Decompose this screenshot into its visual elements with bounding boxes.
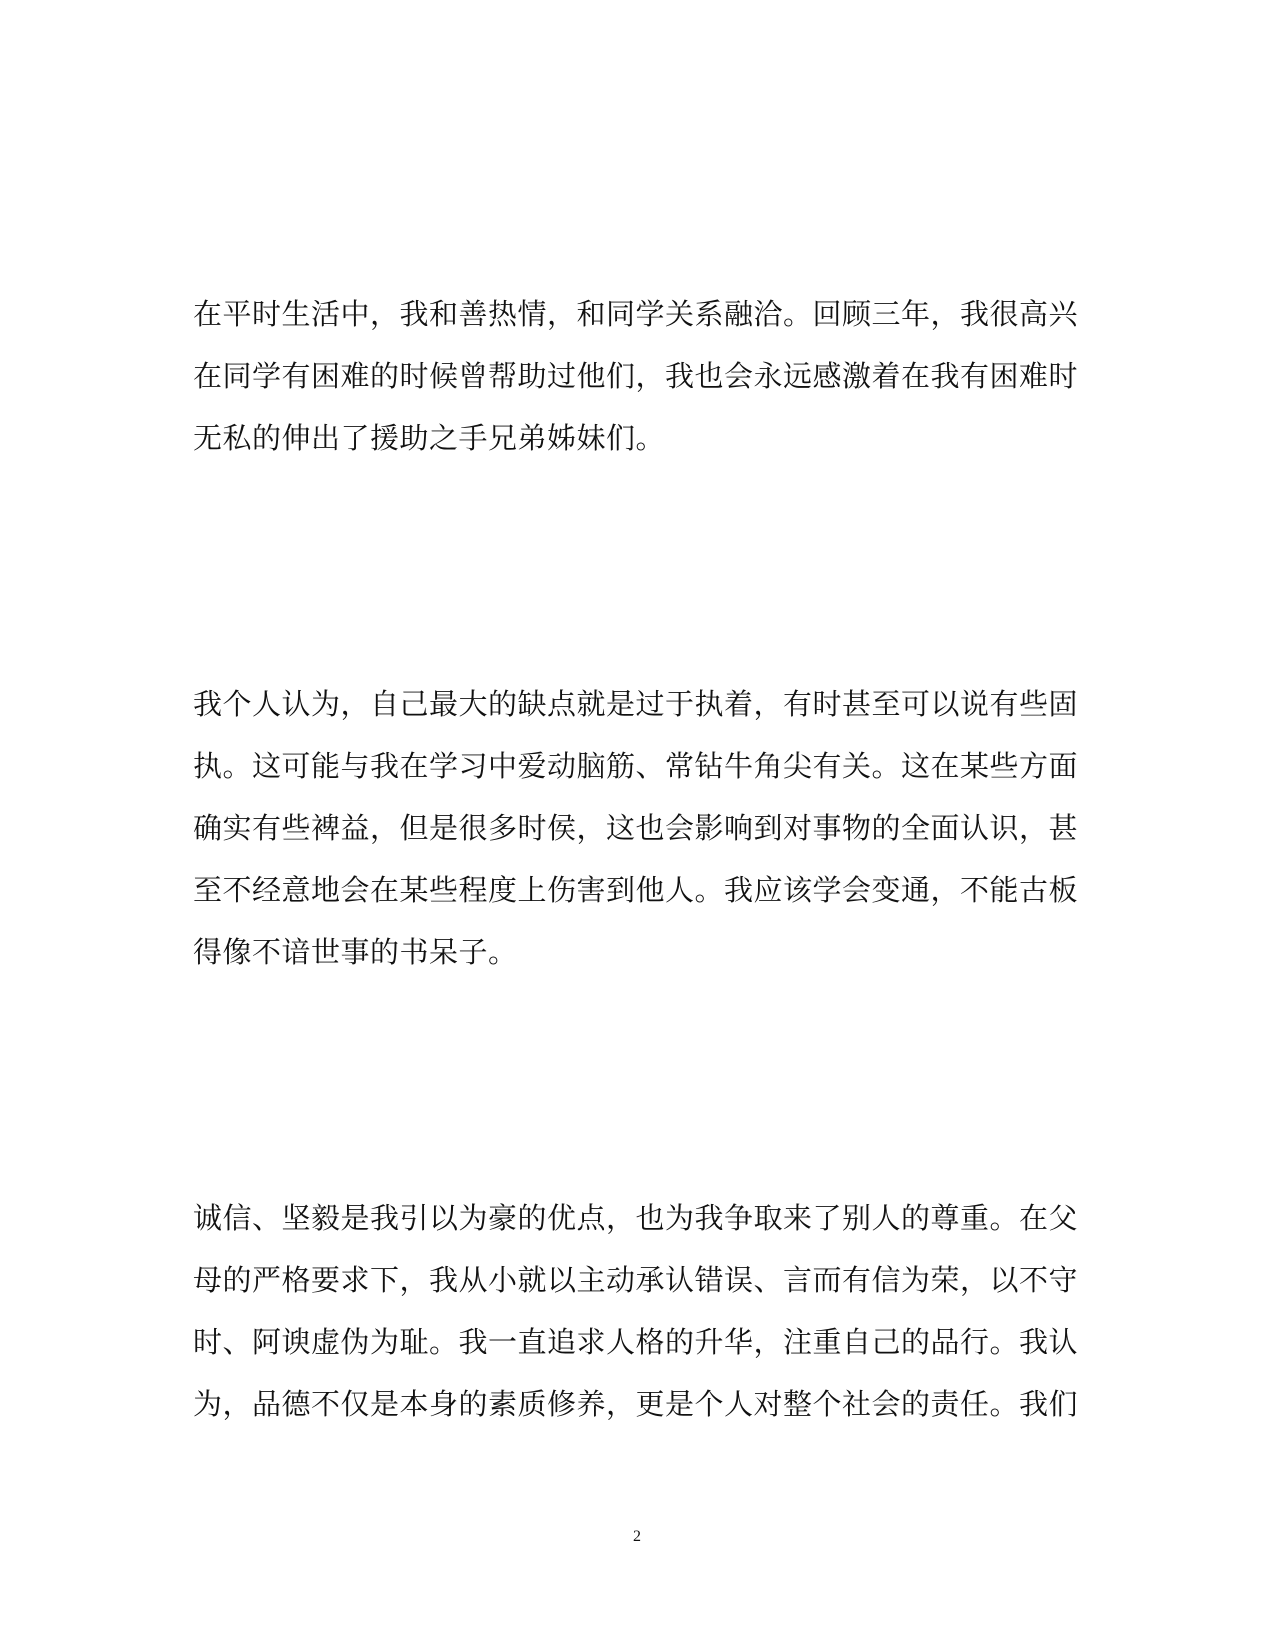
text-line: 无私的伸出了援助之手兄弟姊妹们。 — [193, 421, 666, 455]
text-line: 执。这可能与我在学习中爱动脑筋、常钻牛角尖有关。这在某些方面 — [193, 749, 1079, 783]
text-line: 母的严格要求下，我从小就以主动承认错误、言而有信为荣，以不守 — [193, 1263, 1079, 1297]
text-line: 我个人认为，自己最大的缺点就是过于执着，有时甚至可以说有些固 — [193, 687, 1079, 721]
text-line: 在平时生活中，我和善热情，和同学关系融洽。回顾三年，我很高兴 — [193, 297, 1079, 331]
text-line: 时、阿谀虚伪为耻。我一直追求人格的升华，注重自己的品行。我认 — [193, 1325, 1079, 1359]
text-line: 在同学有困难的时候曾帮助过他们，我也会永远感激着在我有困难时 — [193, 359, 1079, 393]
text-line: 诚信、坚毅是我引以为豪的优点，也为我争取来了别人的尊重。在父 — [193, 1201, 1079, 1235]
text-line: 为，品德不仅是本身的素质修养，更是个人对整个社会的责任。我们 — [193, 1387, 1079, 1421]
text-line: 至不经意地会在某些程度上伤害到他人。我应该学会变通，不能古板 — [193, 873, 1079, 907]
paragraph-2 — [193, 673, 1079, 983]
text-line: 得像不谙世事的书呆子。 — [193, 935, 518, 969]
paragraph-3 — [193, 1187, 1079, 1435]
paragraph-1 — [193, 283, 1079, 469]
page-number: 2 — [633, 1528, 641, 1545]
text-line: 确实有些裨益，但是很多时侯，这也会影响到对事物的全面认识，甚 — [193, 811, 1079, 845]
